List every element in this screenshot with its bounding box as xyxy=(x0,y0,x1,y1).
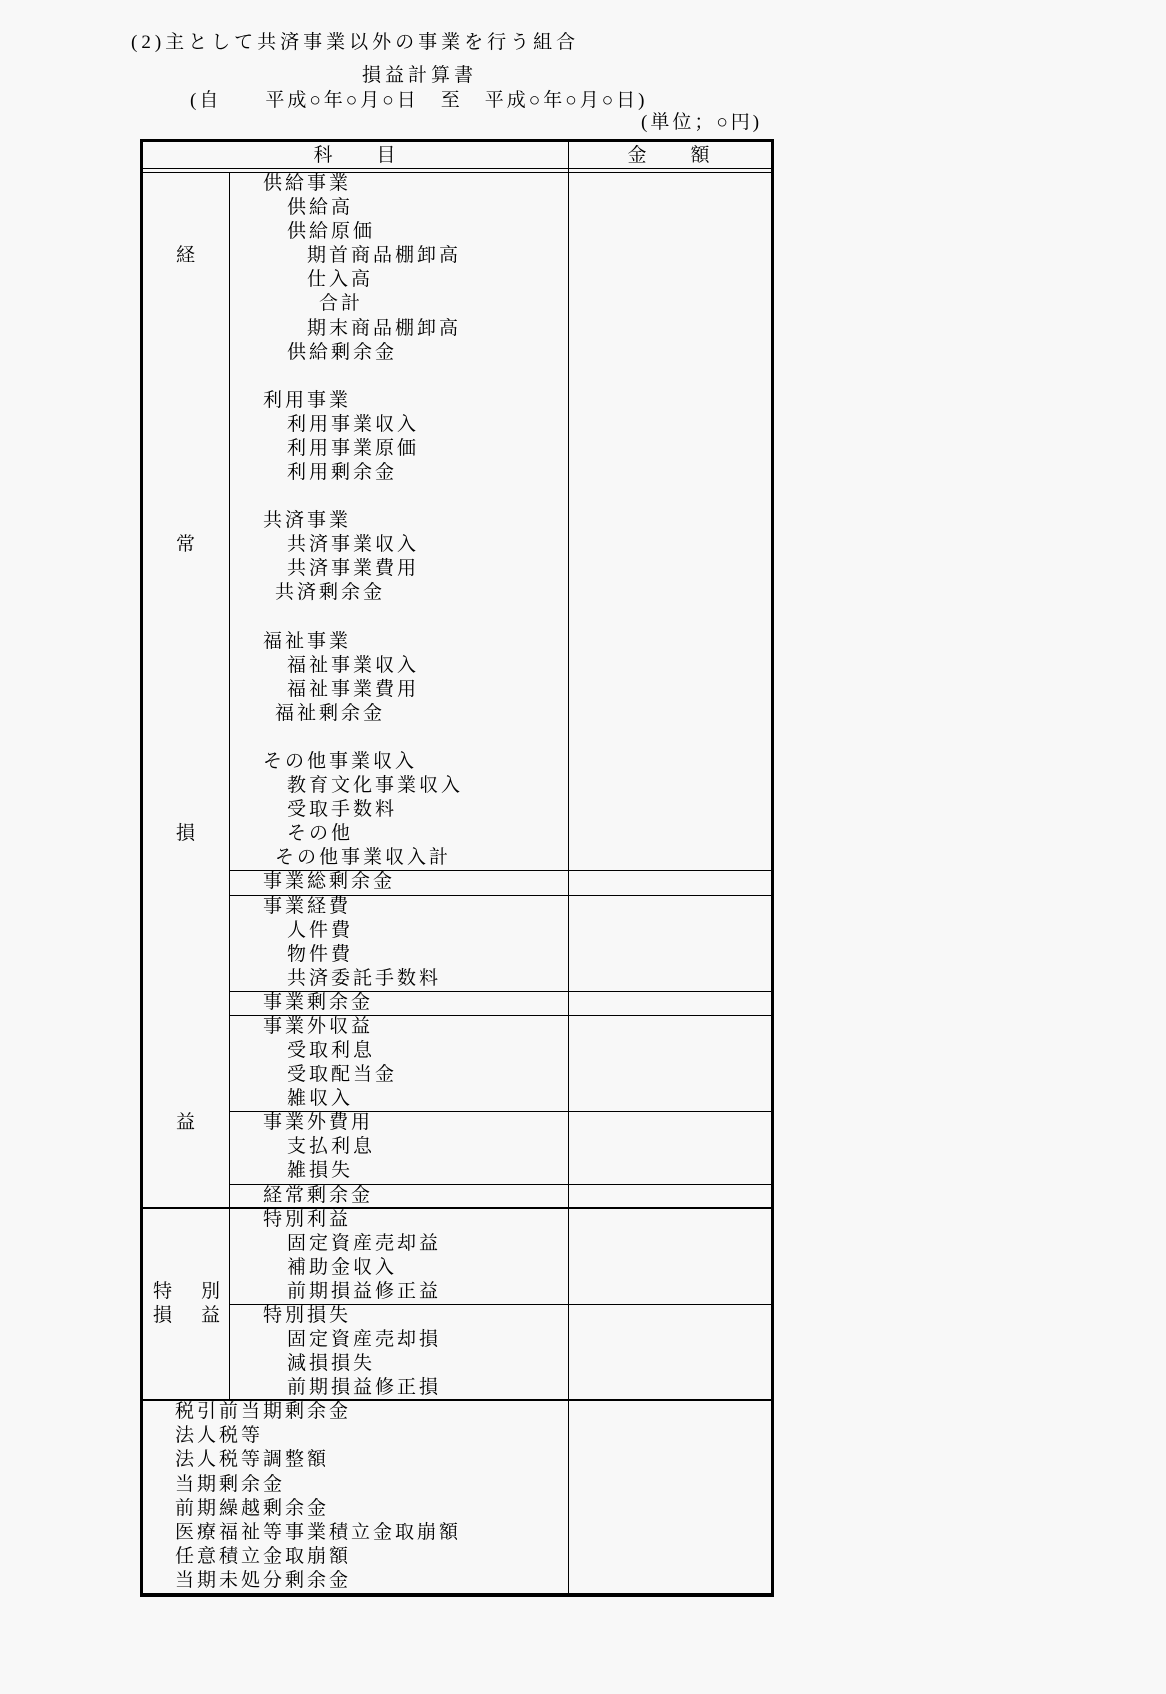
column-header-amount: 金 額 xyxy=(627,145,712,166)
table-row: 物件費 xyxy=(287,943,354,965)
table-content xyxy=(143,142,771,1593)
row-separator xyxy=(229,1304,771,1305)
table-row: 供給事業 xyxy=(263,173,352,194)
table-row: 共済事業 xyxy=(263,510,352,532)
section-side-label: 特 別 xyxy=(153,1280,226,1302)
row-separator xyxy=(229,1111,771,1112)
table-row: 雑収入 xyxy=(287,1088,354,1110)
document-title: 損益計算書 xyxy=(362,65,478,86)
table-row: 税引前当期剰余金 xyxy=(175,1401,352,1423)
table-row: 福祉剰余金 xyxy=(275,702,386,724)
table-row: その他 xyxy=(287,823,354,845)
table-row: 特別利益 xyxy=(263,1208,352,1230)
table-row: 雑損失 xyxy=(287,1160,354,1182)
document-heading: (2)主として共済事業以外の事業を行う組合 xyxy=(131,32,580,53)
table-row: 前期損益修正益 xyxy=(287,1280,442,1302)
section-side-label: 益 xyxy=(176,1112,196,1134)
table-row: その他事業収入 xyxy=(263,751,418,773)
table-row: 期首商品棚卸高 xyxy=(307,245,462,267)
table-row: 事業外費用 xyxy=(263,1112,374,1134)
header-rule xyxy=(143,168,771,169)
table-row: 受取配当金 xyxy=(287,1064,398,1086)
table-row: 補助金収入 xyxy=(287,1256,398,1278)
unit-note: (単位；○円) xyxy=(641,112,763,133)
section-separator xyxy=(143,1399,771,1401)
table-row: 共済委託手数料 xyxy=(287,967,442,989)
table-row: 利用事業 xyxy=(263,389,352,411)
table-row: 医療福祉等事業積立金取崩額 xyxy=(175,1521,462,1543)
table-row-blank xyxy=(143,606,771,630)
table-row: 利用事業原価 xyxy=(287,437,420,459)
table-row: 特別損失 xyxy=(263,1304,352,1326)
table-row: 福祉事業費用 xyxy=(287,678,420,700)
table-row: 当期剰余金 xyxy=(175,1473,286,1495)
table-row: 前期損益修正損 xyxy=(287,1377,442,1399)
table-row: 教育文化事業収入 xyxy=(287,775,464,797)
table-row: 共済剰余金 xyxy=(275,582,386,604)
table-row: 事業外収益 xyxy=(263,1015,374,1037)
section-side-label: 常 xyxy=(176,534,196,556)
table-row: 前期繰越剰余金 xyxy=(175,1497,330,1519)
table-row: 合計 xyxy=(319,293,364,315)
table-row: 任意積立金取崩額 xyxy=(175,1545,352,1567)
row-separator xyxy=(229,991,771,992)
table-row: 福祉事業収入 xyxy=(287,654,420,676)
table-row: 事業経費 xyxy=(263,895,352,917)
table-row: 共済事業収入 xyxy=(287,534,420,556)
row-separator xyxy=(229,895,771,896)
table-row: その他事業収入計 xyxy=(275,847,452,869)
table-row: 期末商品棚卸高 xyxy=(307,317,462,339)
table-row: 人件費 xyxy=(287,919,354,941)
document-period: (自 平成○年○月○日 至 平成○年○月○日) xyxy=(190,90,648,111)
table-row: 供給剰余金 xyxy=(287,341,398,363)
table-row: 利用剰余金 xyxy=(287,462,398,484)
row-separator xyxy=(229,870,771,871)
section-side-label: 損 xyxy=(176,823,196,845)
table-row: 固定資産売却益 xyxy=(287,1232,442,1254)
table-row: 受取手数料 xyxy=(287,799,398,821)
section-separator xyxy=(143,1207,771,1209)
table-row-blank xyxy=(143,726,771,750)
table-row: 法人税等 xyxy=(175,1425,264,1447)
amount-column-divider xyxy=(568,142,569,1593)
table-row: 経常剰余金 xyxy=(263,1184,374,1206)
table-row: 利用事業収入 xyxy=(287,413,420,435)
table-row: 供給原価 xyxy=(287,221,376,243)
section-side-label: 経 xyxy=(176,245,196,267)
row-separator xyxy=(229,1184,771,1185)
column-header-subject: 科 目 xyxy=(313,145,398,166)
profit-loss-table xyxy=(140,139,774,1597)
table-row: 供給高 xyxy=(287,197,354,219)
row-separator xyxy=(229,1015,771,1016)
table-row: 法人税等調整額 xyxy=(175,1449,330,1471)
table-row: 事業総剰余金 xyxy=(263,871,396,893)
table-row: 固定資産売却損 xyxy=(287,1329,442,1351)
table-row: 当期未処分剰余金 xyxy=(175,1569,352,1591)
table-row: 仕入高 xyxy=(307,269,374,291)
label-column-divider xyxy=(229,172,230,1400)
table-row: 共済事業費用 xyxy=(287,558,420,580)
table-row: 福祉事業 xyxy=(263,630,352,652)
table-row-blank xyxy=(143,485,771,509)
section-side-label: 損 益 xyxy=(153,1304,226,1326)
table-row: 減損損失 xyxy=(287,1353,376,1375)
table-row: 受取利息 xyxy=(287,1040,376,1062)
table-row: 事業剰余金 xyxy=(263,991,374,1013)
table-row: 支払利息 xyxy=(287,1136,376,1158)
table-row-blank xyxy=(143,365,771,389)
